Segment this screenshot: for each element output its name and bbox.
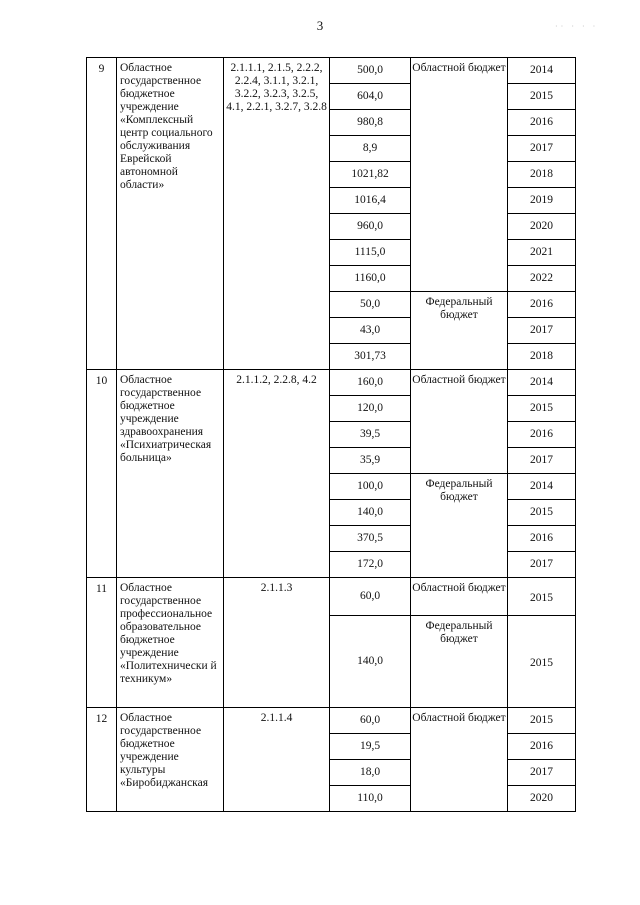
- measure-codes: 2.1.1.1, 2.1.5, 2.2.2, 2.2.4, 3.1.1, 3.2.1, 3.2.2, 3.2.3, 3.2.5, 4.1, 2.2.1, 3.2.7, 3.2.8: [224, 58, 330, 370]
- year-cell: 2017: [508, 552, 576, 578]
- year-cell: 2015: [508, 84, 576, 110]
- amount-cell: 100,0: [330, 474, 411, 500]
- scan-noise: ·· · · ·: [555, 22, 599, 31]
- year-cell: 2015: [508, 396, 576, 422]
- row-number: 9: [87, 58, 117, 370]
- organization-name: Областное государственное бюджетное учреждение «Комплексный центр социального обслуживания Еврейской автономной области»: [117, 58, 224, 370]
- measure-codes: 2.1.1.3: [224, 578, 330, 708]
- funding-table: [86, 57, 576, 812]
- amount-cell: 172,0: [330, 552, 411, 578]
- amount-cell: 120,0: [330, 396, 411, 422]
- year-cell: 2020: [508, 214, 576, 240]
- funding-source: Федеральный бюджет: [411, 292, 508, 370]
- year-cell: 2015: [508, 500, 576, 526]
- table-row: [87, 58, 576, 84]
- amount-cell: 500,0: [330, 58, 411, 84]
- year-cell: 2015: [508, 578, 576, 616]
- organization-name: Областное государственное бюджетное учреждение культуры «Биробиджанская: [117, 708, 224, 812]
- amount-cell: 140,0: [330, 616, 411, 708]
- year-cell: 2021: [508, 240, 576, 266]
- funding-source: Федеральный бюджет: [411, 616, 508, 708]
- year-cell: 2016: [508, 292, 576, 318]
- year-cell: 2019: [508, 188, 576, 214]
- funding-source: Областной бюджет: [411, 578, 508, 616]
- year-cell: 2017: [508, 318, 576, 344]
- amount-cell: 980,8: [330, 110, 411, 136]
- year-cell: 2020: [508, 786, 576, 812]
- year-cell: 2017: [508, 448, 576, 474]
- funding-source: Областной бюджет: [411, 58, 508, 292]
- year-cell: 2015: [508, 616, 576, 708]
- amount-cell: 43,0: [330, 318, 411, 344]
- amount-cell: 160,0: [330, 370, 411, 396]
- amount-cell: 140,0: [330, 500, 411, 526]
- amount-cell: 39,5: [330, 422, 411, 448]
- page-number: 3: [316, 18, 324, 33]
- table-row: [87, 708, 576, 734]
- organization-name: Областное государственное бюджетное учреждение здравоохранения «Психиатрическая больница»: [117, 370, 224, 578]
- year-cell: 2014: [508, 474, 576, 500]
- amount-cell: 1016,4: [330, 188, 411, 214]
- amount-cell: 19,5: [330, 734, 411, 760]
- amount-cell: 110,0: [330, 786, 411, 812]
- amount-cell: 301,73: [330, 344, 411, 370]
- amount-cell: 60,0: [330, 578, 411, 616]
- table-row: [87, 370, 576, 396]
- year-cell: 2014: [508, 58, 576, 84]
- organization-name: Областное государственное профессиональное образовательное бюджетное учреждение «Политехнически й техникум»: [117, 578, 224, 708]
- amount-cell: 8,9: [330, 136, 411, 162]
- year-cell: 2018: [508, 344, 576, 370]
- year-cell: 2022: [508, 266, 576, 292]
- year-cell: 2016: [508, 526, 576, 552]
- year-cell: 2016: [508, 110, 576, 136]
- amount-cell: 1160,0: [330, 266, 411, 292]
- funding-source: Областной бюджет: [411, 708, 508, 812]
- row-number: 11: [87, 578, 117, 708]
- amount-cell: 1021,82: [330, 162, 411, 188]
- row-number: 10: [87, 370, 117, 578]
- amount-cell: 604,0: [330, 84, 411, 110]
- measure-codes: 2.1.1.4: [224, 708, 330, 812]
- table-row: [87, 578, 576, 616]
- amount-cell: 60,0: [330, 708, 411, 734]
- amount-cell: 960,0: [330, 214, 411, 240]
- year-cell: 2017: [508, 136, 576, 162]
- row-number: 12: [87, 708, 117, 812]
- amount-cell: 370,5: [330, 526, 411, 552]
- measure-codes: 2.1.1.2, 2.2.8, 4.2: [224, 370, 330, 578]
- amount-cell: 1115,0: [330, 240, 411, 266]
- year-cell: 2016: [508, 734, 576, 760]
- amount-cell: 18,0: [330, 760, 411, 786]
- funding-source: Областной бюджет: [411, 370, 508, 474]
- amount-cell: 50,0: [330, 292, 411, 318]
- year-cell: 2014: [508, 370, 576, 396]
- year-cell: 2016: [508, 422, 576, 448]
- amount-cell: 35,9: [330, 448, 411, 474]
- year-cell: 2015: [508, 708, 576, 734]
- funding-source: Федеральный бюджет: [411, 474, 508, 578]
- year-cell: 2017: [508, 760, 576, 786]
- year-cell: 2018: [508, 162, 576, 188]
